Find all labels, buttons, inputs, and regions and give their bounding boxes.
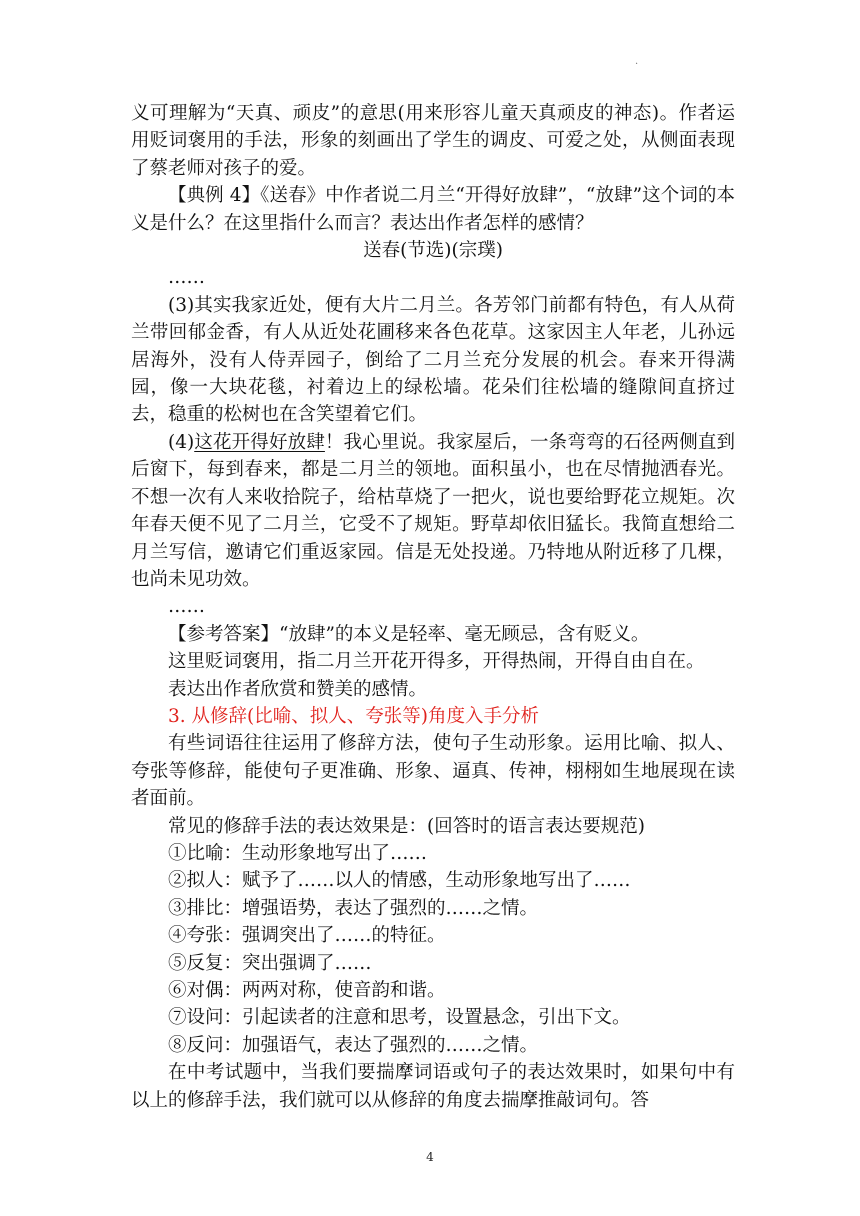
- list-item: ②拟人：赋予了……以人的情感，生动形象地写出了……: [168, 870, 631, 892]
- body-text: [131, 100, 735, 1114]
- section-heading-rhetoric: 3. 从修辞(比喻、拟人、夸张等)角度入手分析: [168, 705, 539, 727]
- list-item: ⑧反问：加强语气，表达了强烈的……之情。: [168, 1034, 539, 1056]
- answer-line-2: 这里贬词褒用，指二月兰开花开得多，开得热闹，开得自由自在。: [168, 651, 705, 673]
- list-item: ④夸张：强调突出了……的特征。: [168, 925, 446, 947]
- answer-line-3: 表达出作者欣赏和赞美的感情。: [168, 678, 428, 700]
- header-dot: .: [635, 56, 639, 67]
- answer-line-1: 【参考答案】“放肆”的本义是轻率、毫无顾忌，含有贬义。: [168, 623, 650, 645]
- paragraph-intro: 义可理解为“天真、顽皮”的意思(用来形容儿童天真顽皮的神态)。作者运用贬词褒用的手法，形象的刻画出了学生的调皮、可爱之处，从侧面表现了蔡老师对孩子的爱。: [131, 103, 735, 179]
- page-number: 4: [426, 1150, 434, 1164]
- list-item: ⑤反复：突出强调了……: [168, 952, 372, 974]
- rhetoric-intro: 有些词语往往运用了修辞方法，使句子生动形象。运用比喻、拟人、夸张等修辞，能使句子更准确、形象、逼真、传神，栩栩如生地展现在读者面前。: [131, 733, 735, 810]
- ellipsis-bottom: ……: [168, 596, 205, 618]
- list-item: ③排比：增强语势，表达了强烈的……之情。: [168, 897, 539, 919]
- list-item: ①比喻：生动形象地写出了……: [168, 842, 428, 864]
- paragraph-4-text: ！我心里说。我家屋后，一条弯弯的石径两侧直到后窗下，每到春来，都是二月兰的领地。面积虽小，也在尽情抛洒春光。不想一次有人来收拾院子，给枯草烧了一把火，说也要给野花立规矩。次年春天便不见了二月兰，它受不了规矩。野草却依旧猛长。我简直想给二月兰写信，邀请它们重返家园。信是无处投递。乃特地从附近移了几棵，也尚未见功效。: [131, 431, 735, 590]
- list-item: ⑦设问：引起读者的注意和思考，设置悬念，引出下文。: [168, 1007, 631, 1029]
- exam-tip-paragraph: 在中考试题中，当我们要揣摩词语或句子的表达效果时，如果句中有以上的修辞手法，我们就可以从修辞的角度去揣摩推敲词句。答: [131, 1062, 735, 1111]
- paragraph-4-number: (4): [168, 431, 195, 453]
- example-4-question: 【典例 4】《送春》中作者说二月兰“开得好放肆”，“放肆”这个词的本义是什么？在这里指什么而言？表达出作者怎样的感情？: [131, 185, 735, 234]
- excerpt-title: 送春(节选)(宗璞): [363, 240, 503, 262]
- excerpt-paragraph-4: [131, 429, 735, 593]
- list-item: ⑥对偶：两两对称，使音韵和谐。: [168, 980, 446, 1001]
- rhetoric-effects-intro: 常见的修辞手法的表达效果是：(回答时的语言表达要规范): [168, 815, 645, 837]
- ellipsis-top: ……: [168, 267, 205, 289]
- excerpt-paragraph-3: (3)其实我家近处，便有大片二月兰。各芳邻门前都有特色，有人从荷兰带回郁金香，有人从近处花圃移来各色花草。这家因主人年老，儿孙远居海外，没有人侍弄园子，倒给了二月兰充分发展的机会。春来开得满园，像一大块花毯，衬着边上的绿松墙。花朵们往松墙的缝隙间直挤过去，稳重的松树也在含笑望着它们。: [131, 294, 735, 426]
- underlined-phrase: 这花开得好放肆: [194, 431, 325, 453]
